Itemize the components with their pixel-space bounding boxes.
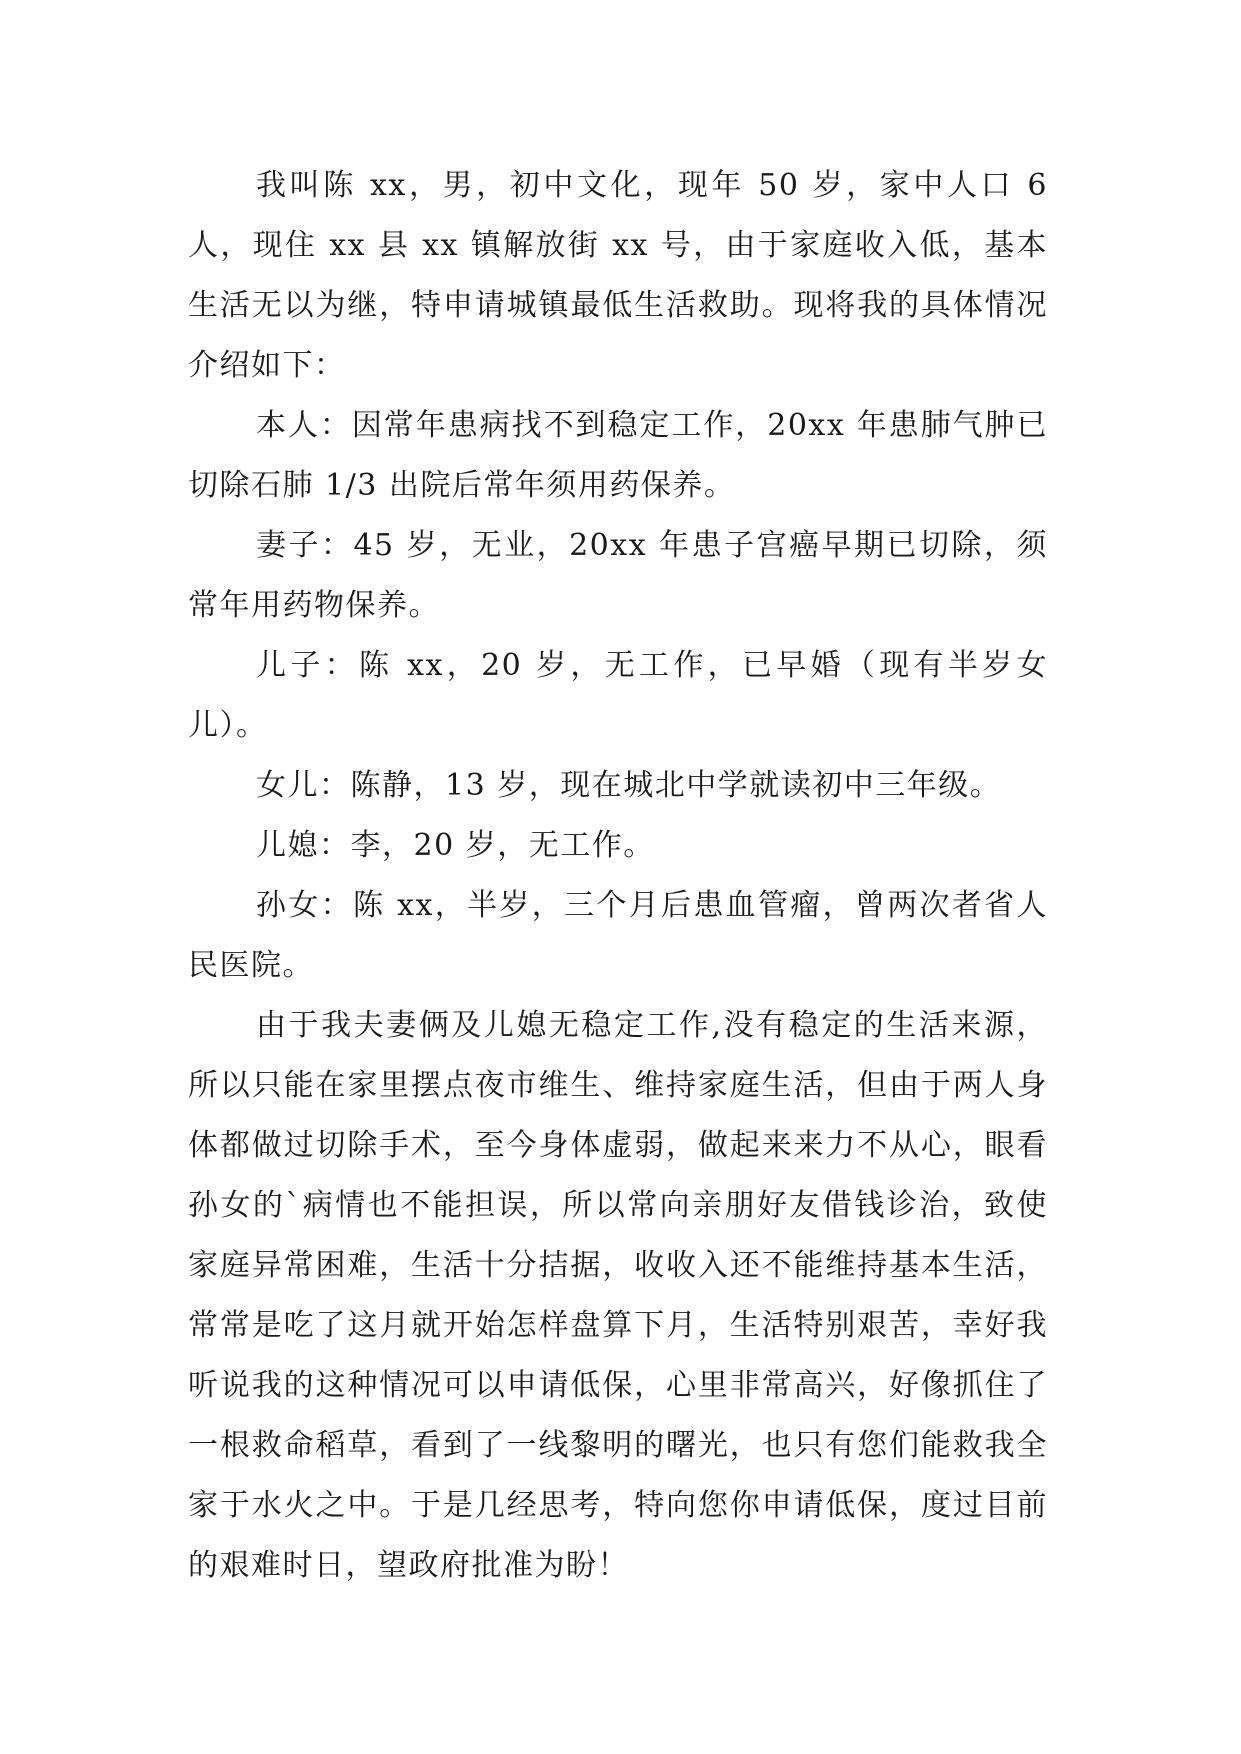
paragraph-daughter: 女儿：陈静，13 岁，现在城北中学就读初中三年级。 [256,768,1002,803]
document-body [188,156,1048,1596]
paragraph-request: 由于我夫妻俩及儿媳无稳定工作,没有稳定的生活来源，所以只能在家里摆点夜市维生、维持家庭生活，但由于两人身体都做过切除手术，至今身体虚弱，做起来来力不从心，眼看孙女的`病情也不能担误，所以常向亲朋好友借钱诊治，致使家庭异常困难，生活十分拮据，收收入还不能维持基本生活，常常是吃了这月就开始怎样盘算下月，生活特别艰苦，幸好我听说我的这种情况可以申请低保，心里非常高兴，好像抓住了一根救命稻草，看到了一线黎明的曙光，也只有您们能救我全家于水火之中。于是几经思考，特向您你申请低保，度过目前的艰难时日，望政府批准为盼！ [188,1008,1048,1583]
paragraph-granddaughter: 孙女：陈 xx，半岁，三个月后患血管瘤，曾两次者省人民医院。 [188,888,1048,983]
paragraph-self: 本人：因常年患病找不到稳定工作，20xx 年患肺气肿已切除石肺 1/3 出院后常年须用药保养。 [188,408,1048,503]
paragraph-daughter-in-law: 儿媳：李，20 岁，无工作。 [256,828,655,863]
paragraph-introduction: 我叫陈 xx，男，初中文化，现年 50 岁，家中人口 6 人，现住 xx 县 xx 镇解放街 xx 号，由于家庭收入低，基本生活无以为继，特申请城镇最低生活救助。现将我的具体情况介绍如下： [188,168,1048,383]
paragraph-son: 儿子：陈 xx，20 岁，无工作，已早婚（现有半岁女儿）。 [188,648,1048,743]
paragraph-wife: 妻子：45 岁，无业，20xx 年患子宫癌早期已切除，须常年用药物保养。 [188,528,1048,623]
